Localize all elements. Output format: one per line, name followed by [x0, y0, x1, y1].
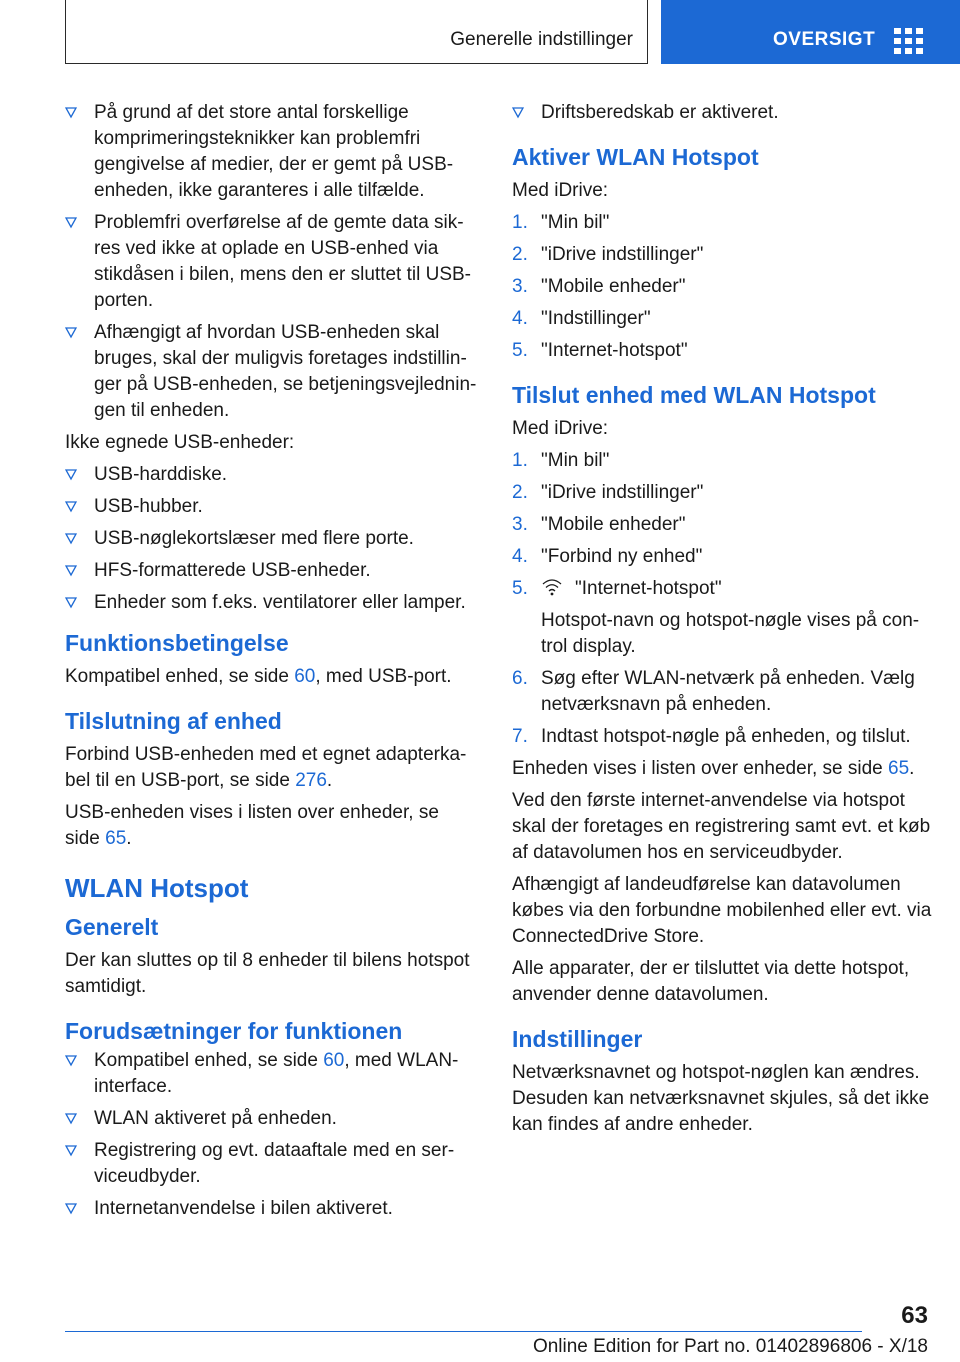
step-number: 6.: [512, 668, 528, 689]
footer-edition: Online Edition for Part no. 01402896806 - X/18: [532, 1336, 928, 1357]
funktion-text: Kompatibel enhed, se side 60, med USB-port.: [65, 666, 452, 687]
indstillinger-text: Netværksnavnet og hotspot-nøglen kan ændres. Desuden kan netværksnavnet skjules, så det ikke kan findes af andre enheder.: [512, 1062, 930, 1135]
list-item: 5. "Internet-hotspot": [512, 338, 932, 364]
triangle-bullet-icon: [65, 107, 77, 119]
triangle-bullet-icon: [65, 501, 77, 513]
aktiver-steps: [512, 210, 932, 364]
list-item: Driftsberedskab er aktiveret.: [512, 100, 932, 126]
list-item: USB-nøglekortslæser med flere porte.: [65, 526, 477, 552]
triangle-bullet-icon: [512, 107, 524, 119]
page-link-65[interactable]: 65: [888, 758, 910, 779]
list-item: 6. Søg efter WLAN-netværk på enheden. Vælg netværksnavn på enheden.: [512, 668, 915, 715]
page-link-60[interactable]: 60: [323, 1050, 345, 1071]
list-item: 5. "Internet-hotspot" Hotspot-navn og hotspot-nøgle vises på control display.: [512, 576, 932, 660]
tilslutning-text-1: Forbind USB-enheden med et egnet adapterkabel til en USB-port, se side 276.: [65, 744, 467, 791]
list-item: 2. "iDrive indstillinger": [512, 242, 932, 268]
section-title: Generelle indstillinger: [450, 29, 633, 50]
list-item: 3. "Mobile enheder": [512, 274, 932, 300]
section-header-tab: [65, 0, 648, 64]
aktiver-intro: Med iDrive:: [512, 180, 609, 201]
list-item: 1. "Min bil": [512, 210, 932, 236]
list-item: 1. "Min bil": [512, 448, 932, 474]
requirements-list: [65, 1048, 477, 1222]
list-item: Afhængigt af hvordan USB-enheden skal bruges, skal der muligvis foretages indstillinger på USB-enheden, se betjeningsvejledningen til enheden.: [65, 320, 477, 424]
heading-funktionsbetingelse: Funktionsbetingelse: [65, 630, 289, 656]
triangle-bullet-icon: [65, 597, 77, 609]
step-number: 3.: [512, 276, 528, 297]
tilslut-after-4: Alle apparater, der er tilsluttet via dette hotspot, anvender denne datavolumen.: [512, 958, 910, 1005]
triangle-bullet-icon: [65, 1055, 77, 1067]
page-link-65[interactable]: 65: [105, 828, 127, 849]
triangle-bullet-icon: [65, 217, 77, 229]
tilslut-after-2: Ved den første internet-anvendelse via hotspot skal der foretages en registrering samt evt. et køb af datavolumen hos en serviceudbyder.: [512, 790, 931, 863]
step-number: 4.: [512, 308, 528, 329]
step-number: 5.: [512, 340, 528, 361]
list-item: USB-harddiske.: [65, 462, 477, 488]
step-number: 1.: [512, 212, 528, 233]
list-item: USB-hubber.: [65, 494, 477, 520]
step-number: 2.: [512, 244, 528, 265]
list-item: Kompatibel enhed, se side 60, med WLAN-interface.: [65, 1048, 477, 1100]
list-item: På grund af det store antal forskellige komprimeringsteknikker kan problemfri gengivelse af medier, der er gemt på USB-enheden, ikke garanteres i alle tilfælde.: [65, 100, 477, 204]
triangle-bullet-icon: [65, 565, 77, 577]
tilslut-after-3: Afhængigt af landeudførelse kan datavolumen købes via den forbundne mobilenhed eller evt. via ConnectedDrive Store.: [512, 874, 932, 947]
list-item: HFS-formatterede USB-enheder.: [65, 558, 477, 584]
triangle-bullet-icon: [65, 533, 77, 545]
list-item: Registrering og evt. dataaftale med en serviceudbyder.: [65, 1138, 477, 1190]
tilslut-after-1: Enheden vises i listen over enheder, se side 65.: [512, 758, 915, 779]
heading-tilslut-enhed: Tilslut enhed med WLAN Hotspot: [512, 382, 876, 408]
heading-aktiver-wlan-hotspot: Aktiver WLAN Hotspot: [512, 144, 759, 170]
heading-indstillinger: Indstillinger: [512, 1026, 643, 1052]
step-number: 1.: [512, 450, 528, 471]
page-link-60[interactable]: 60: [294, 666, 316, 687]
heading-generelt: Generelt: [65, 914, 159, 940]
list-item: 4. "Indstillinger": [512, 306, 932, 332]
left-column: [65, 100, 477, 1228]
wifi-icon: [541, 578, 563, 596]
unsuitable-list: [65, 462, 477, 616]
triangle-bullet-icon: [65, 1203, 77, 1215]
list-item: 2. "iDrive indstillinger": [512, 480, 932, 506]
heading-forudsaetninger: Forudsætninger for funktionen: [65, 1018, 403, 1044]
tilslutning-text-2: USB-enheden vises i listen over enheder, se side 65.: [65, 802, 439, 849]
list-item: Internetanvendelse i bilen aktiveret.: [65, 1196, 477, 1222]
list-item: Enheder som f.eks. ventilatorer eller lamper.: [65, 590, 477, 616]
usb-notes-list: [65, 100, 477, 424]
list-item: 3. "Mobile enheder": [512, 512, 932, 538]
list-item: 7. Indtast hotspot-nøgle på enheden, og tilslut.: [512, 724, 932, 750]
triangle-bullet-icon: [65, 1145, 77, 1157]
overview-nav-label: OVERSIGT: [773, 29, 876, 50]
unsuitable-label: Ikke egnede USB-enheder:: [65, 432, 295, 453]
triangle-bullet-icon: [65, 1113, 77, 1125]
step-number: 3.: [512, 514, 528, 535]
page-link-276[interactable]: 276: [295, 770, 327, 791]
triangle-bullet-icon: [65, 327, 77, 339]
heading-tilslutning: Tilslutning af enhed: [65, 708, 282, 734]
step5-note: Hotspot-navn og hotspot-nøgle vises på control display.: [541, 610, 920, 657]
grid-icon: [894, 28, 924, 54]
list-item: 4. "Forbind ny enhed": [512, 544, 932, 570]
step-number: 4.: [512, 546, 528, 567]
right-column: [512, 100, 932, 1144]
heading-wlan-hotspot: WLAN Hotspot: [65, 873, 249, 903]
list-item: WLAN aktiveret på enheden.: [65, 1106, 477, 1132]
page-number: 63: [901, 1302, 928, 1329]
generelt-text: Der kan sluttes op til 8 enheder til bilens hotspot samtidigt.: [65, 950, 470, 997]
tilslut-steps: [512, 448, 932, 750]
footer-divider: [65, 1331, 862, 1332]
step-number: 2.: [512, 482, 528, 503]
overview-nav-button[interactable]: [661, 0, 960, 64]
tilslut-intro: Med iDrive:: [512, 418, 609, 439]
list-item: Problemfri overførelse af de gemte data sikres ved ikke at oplade en USB-enhed via stikdåsen i bilen, mens den er sluttet til USB-porten.: [65, 210, 477, 314]
step-number: 7.: [512, 726, 528, 747]
step-number: 5.: [512, 578, 528, 599]
triangle-bullet-icon: [65, 469, 77, 481]
requirements-list-continued: [512, 100, 932, 126]
